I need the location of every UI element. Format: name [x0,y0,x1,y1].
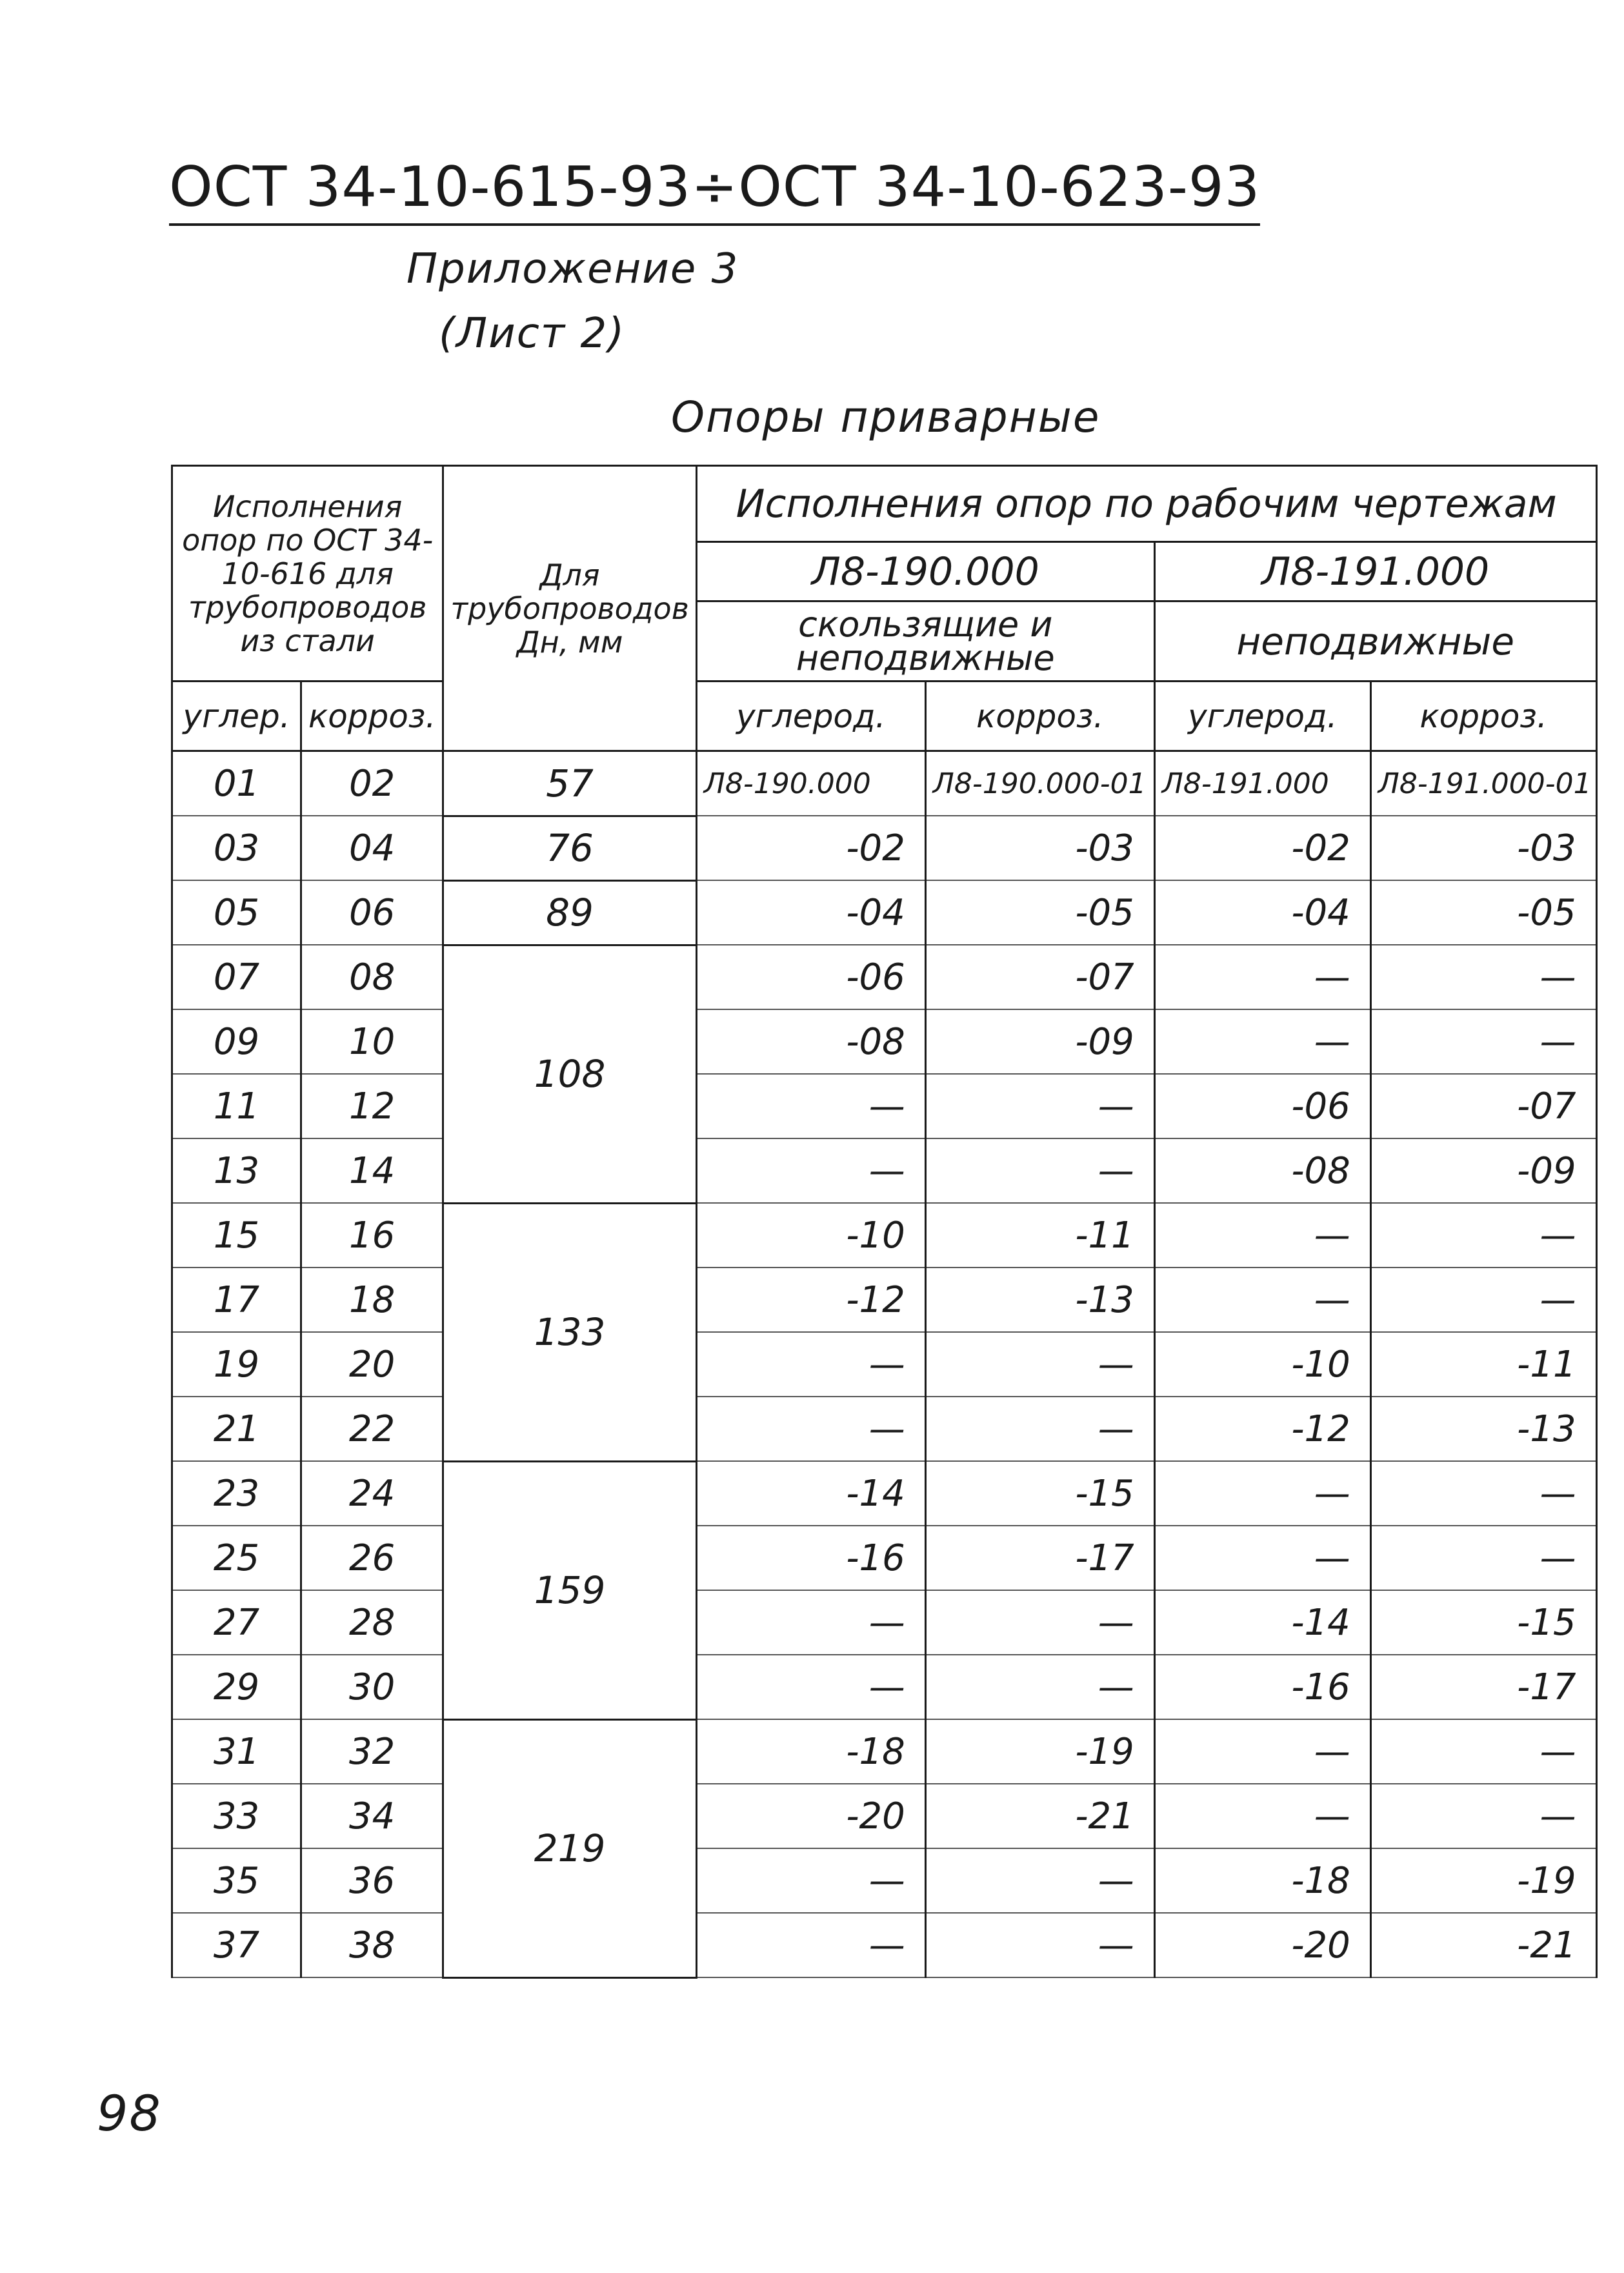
table-row [172,945,1597,1009]
dn-cell: 57 [443,751,696,816]
g2-carbon-cell: — [1154,1526,1370,1590]
g2-carbon-cell: — [1154,1784,1370,1848]
carbon-version-cell: 13 [172,1138,301,1203]
g2-carbon-cell: -04 [1154,880,1370,945]
group2-type: неподвижные [1154,601,1596,682]
g2-carbon-cell: — [1154,1203,1370,1268]
g2-corr-cell: -15 [1370,1590,1596,1655]
g2-corr-cell: -09 [1370,1138,1596,1203]
table-row [172,1719,1597,1784]
g1-corr-cell: -13 [925,1268,1154,1332]
g1-carbon-cell: -20 [696,1784,925,1848]
g2-corr-cell: — [1370,1009,1596,1074]
sheet-label: (Лист 2) [439,310,626,358]
corr-version-cell: 02 [301,751,443,816]
group1-drawing: Л8-190.000 [696,542,1154,601]
versions-corr-header: корроз. [301,682,443,751]
table-row [172,1590,1597,1655]
g2-carbon-cell: -16 [1154,1655,1370,1719]
dn-cell: 76 [443,816,696,880]
g1-corr-cell: -11 [925,1203,1154,1268]
document-code: ОСТ 34-10-615-93÷ОСТ 34-10-623-93 [169,155,1260,226]
g1-corr-cell: — [925,1913,1154,1977]
g1-corr-cell: — [925,1397,1154,1461]
table-row [172,1332,1597,1397]
corr-version-cell: 14 [301,1138,443,1203]
table-row [172,1203,1597,1268]
g1-corr-cell: -17 [925,1526,1154,1590]
g2-corr-cell: -13 [1370,1397,1596,1461]
g2-carbon-cell: -02 [1154,816,1370,880]
g1-corr-cell: — [925,1138,1154,1203]
versions-header: Исполнения опор по ОСТ 34-10-616 для трубопроводов из стали [172,466,443,682]
g2-corr-cell: -07 [1370,1074,1596,1138]
dn-cell: 108 [443,945,696,1203]
g1-carbon-cell: -12 [696,1268,925,1332]
g1-corr-cell: — [925,1655,1154,1719]
corr-version-cell: 28 [301,1590,443,1655]
corr-version-cell: 30 [301,1655,443,1719]
g2-carbon-header: углерод. [1154,682,1370,751]
carbon-version-cell: 31 [172,1719,301,1784]
corr-version-cell: 34 [301,1784,443,1848]
corr-version-cell: 18 [301,1268,443,1332]
g1-carbon-cell: Л8-190.000 [696,751,925,816]
g1-corr-cell: -03 [925,816,1154,880]
g2-corr-cell: -19 [1370,1848,1596,1913]
corr-version-cell: 26 [301,1526,443,1590]
table-row [172,1268,1597,1332]
g1-corr-cell: — [925,1848,1154,1913]
carbon-version-cell: 25 [172,1526,301,1590]
carbon-version-cell: 33 [172,1784,301,1848]
carbon-version-cell: 29 [172,1655,301,1719]
carbon-version-cell: 03 [172,816,301,880]
corr-version-cell: 06 [301,880,443,945]
table-row [172,1913,1597,1977]
g1-carbon-cell: — [696,1913,925,1977]
carbon-version-cell: 09 [172,1009,301,1074]
g2-carbon-cell: Л8-191.000 [1154,751,1370,816]
g1-corr-cell: -21 [925,1784,1154,1848]
g2-carbon-cell: -14 [1154,1590,1370,1655]
dn-cell: 219 [443,1719,696,1977]
g1-corr-cell: -09 [925,1009,1154,1074]
versions-carbon-header: углер. [172,682,301,751]
g2-carbon-cell: — [1154,1719,1370,1784]
table-row [172,1848,1597,1913]
dn-cell: 159 [443,1461,696,1719]
carbon-version-cell: 35 [172,1848,301,1913]
g2-corr-cell: -05 [1370,880,1596,945]
table-row [172,1526,1597,1590]
g2-carbon-cell: — [1154,1009,1370,1074]
appendix-label: Приложение 3 [406,245,739,293]
g1-carbon-cell: -02 [696,816,925,880]
g1-corr-cell: -15 [925,1461,1154,1526]
carbon-version-cell: 23 [172,1461,301,1526]
g2-corr-cell: — [1370,1268,1596,1332]
supports-table [171,465,1598,1979]
g2-carbon-cell: -06 [1154,1074,1370,1138]
g2-corr-cell: — [1370,1526,1596,1590]
g1-corr-header: корроз. [925,682,1154,751]
carbon-version-cell: 07 [172,945,301,1009]
g1-carbon-cell: — [696,1655,925,1719]
table-row [172,1655,1597,1719]
g1-carbon-cell: -18 [696,1719,925,1784]
table-row [172,880,1597,945]
corr-version-cell: 20 [301,1332,443,1397]
g2-carbon-cell: -18 [1154,1848,1370,1913]
corr-version-cell: 38 [301,1913,443,1977]
group2-drawing: Л8-191.000 [1154,542,1596,601]
carbon-version-cell: 01 [172,751,301,816]
g2-corr-cell: — [1370,1203,1596,1268]
g1-corr-cell: -05 [925,880,1154,945]
g1-corr-cell: Л8-190.000-01 [925,751,1154,816]
carbon-version-cell: 19 [172,1332,301,1397]
g1-carbon-cell: -08 [696,1009,925,1074]
g2-corr-cell: -11 [1370,1332,1596,1397]
g1-carbon-cell: -16 [696,1526,925,1590]
table-row [172,816,1597,880]
corr-version-cell: 24 [301,1461,443,1526]
carbon-version-cell: 11 [172,1074,301,1138]
g2-corr-cell: — [1370,1461,1596,1526]
table-title: Опоры приварные [671,392,1101,442]
table-row [172,1784,1597,1848]
g1-corr-cell: -07 [925,945,1154,1009]
g1-carbon-header: углерод. [696,682,925,751]
g1-corr-cell: -19 [925,1719,1154,1784]
g2-corr-cell: Л8-191.000-01 [1370,751,1596,816]
g2-corr-cell: — [1370,945,1596,1009]
carbon-version-cell: 15 [172,1203,301,1268]
corr-version-cell: 04 [301,816,443,880]
g2-carbon-cell: — [1154,945,1370,1009]
corr-version-cell: 10 [301,1009,443,1074]
g1-carbon-cell: — [696,1397,925,1461]
g1-carbon-cell: — [696,1138,925,1203]
table-row [172,751,1597,816]
g2-corr-cell: -21 [1370,1913,1596,1977]
g2-corr-cell: -03 [1370,816,1596,880]
g2-carbon-cell: — [1154,1461,1370,1526]
carbon-version-cell: 17 [172,1268,301,1332]
g1-carbon-cell: -06 [696,945,925,1009]
table-row [172,1461,1597,1526]
corr-version-cell: 08 [301,945,443,1009]
carbon-version-cell: 27 [172,1590,301,1655]
g1-carbon-cell: — [696,1590,925,1655]
g2-carbon-cell: -12 [1154,1397,1370,1461]
drawings-header: Исполнения опор по рабочим чертежам [696,466,1596,542]
corr-version-cell: 22 [301,1397,443,1461]
g1-carbon-cell: — [696,1848,925,1913]
g2-corr-cell: — [1370,1719,1596,1784]
carbon-version-cell: 05 [172,880,301,945]
g1-carbon-cell: — [696,1332,925,1397]
table-row [172,1074,1597,1138]
g2-corr-header: корроз. [1370,682,1596,751]
g1-corr-cell: — [925,1332,1154,1397]
corr-version-cell: 12 [301,1074,443,1138]
corr-version-cell: 16 [301,1203,443,1268]
table-row [172,1138,1597,1203]
g2-carbon-cell: — [1154,1268,1370,1332]
g2-carbon-cell: -20 [1154,1913,1370,1977]
table-row [172,1397,1597,1461]
corr-version-cell: 36 [301,1848,443,1913]
g1-carbon-cell: -14 [696,1461,925,1526]
dn-cell: 89 [443,880,696,945]
carbon-version-cell: 37 [172,1913,301,1977]
g1-carbon-cell: — [696,1074,925,1138]
g2-carbon-cell: -08 [1154,1138,1370,1203]
table-row [172,1009,1597,1074]
g1-corr-cell: — [925,1074,1154,1138]
g1-carbon-cell: -10 [696,1203,925,1268]
carbon-version-cell: 21 [172,1397,301,1461]
group1-type: скользящие и неподвижные [696,601,1154,682]
g2-corr-cell: — [1370,1784,1596,1848]
g2-corr-cell: -17 [1370,1655,1596,1719]
dn-header: Для трубопроводов Дн, мм [443,466,696,751]
corr-version-cell: 32 [301,1719,443,1784]
dn-cell: 133 [443,1203,696,1461]
page-number: 98 [97,2085,162,2142]
g1-corr-cell: — [925,1590,1154,1655]
g2-carbon-cell: -10 [1154,1332,1370,1397]
g1-carbon-cell: -04 [696,880,925,945]
table-body [172,751,1597,1978]
